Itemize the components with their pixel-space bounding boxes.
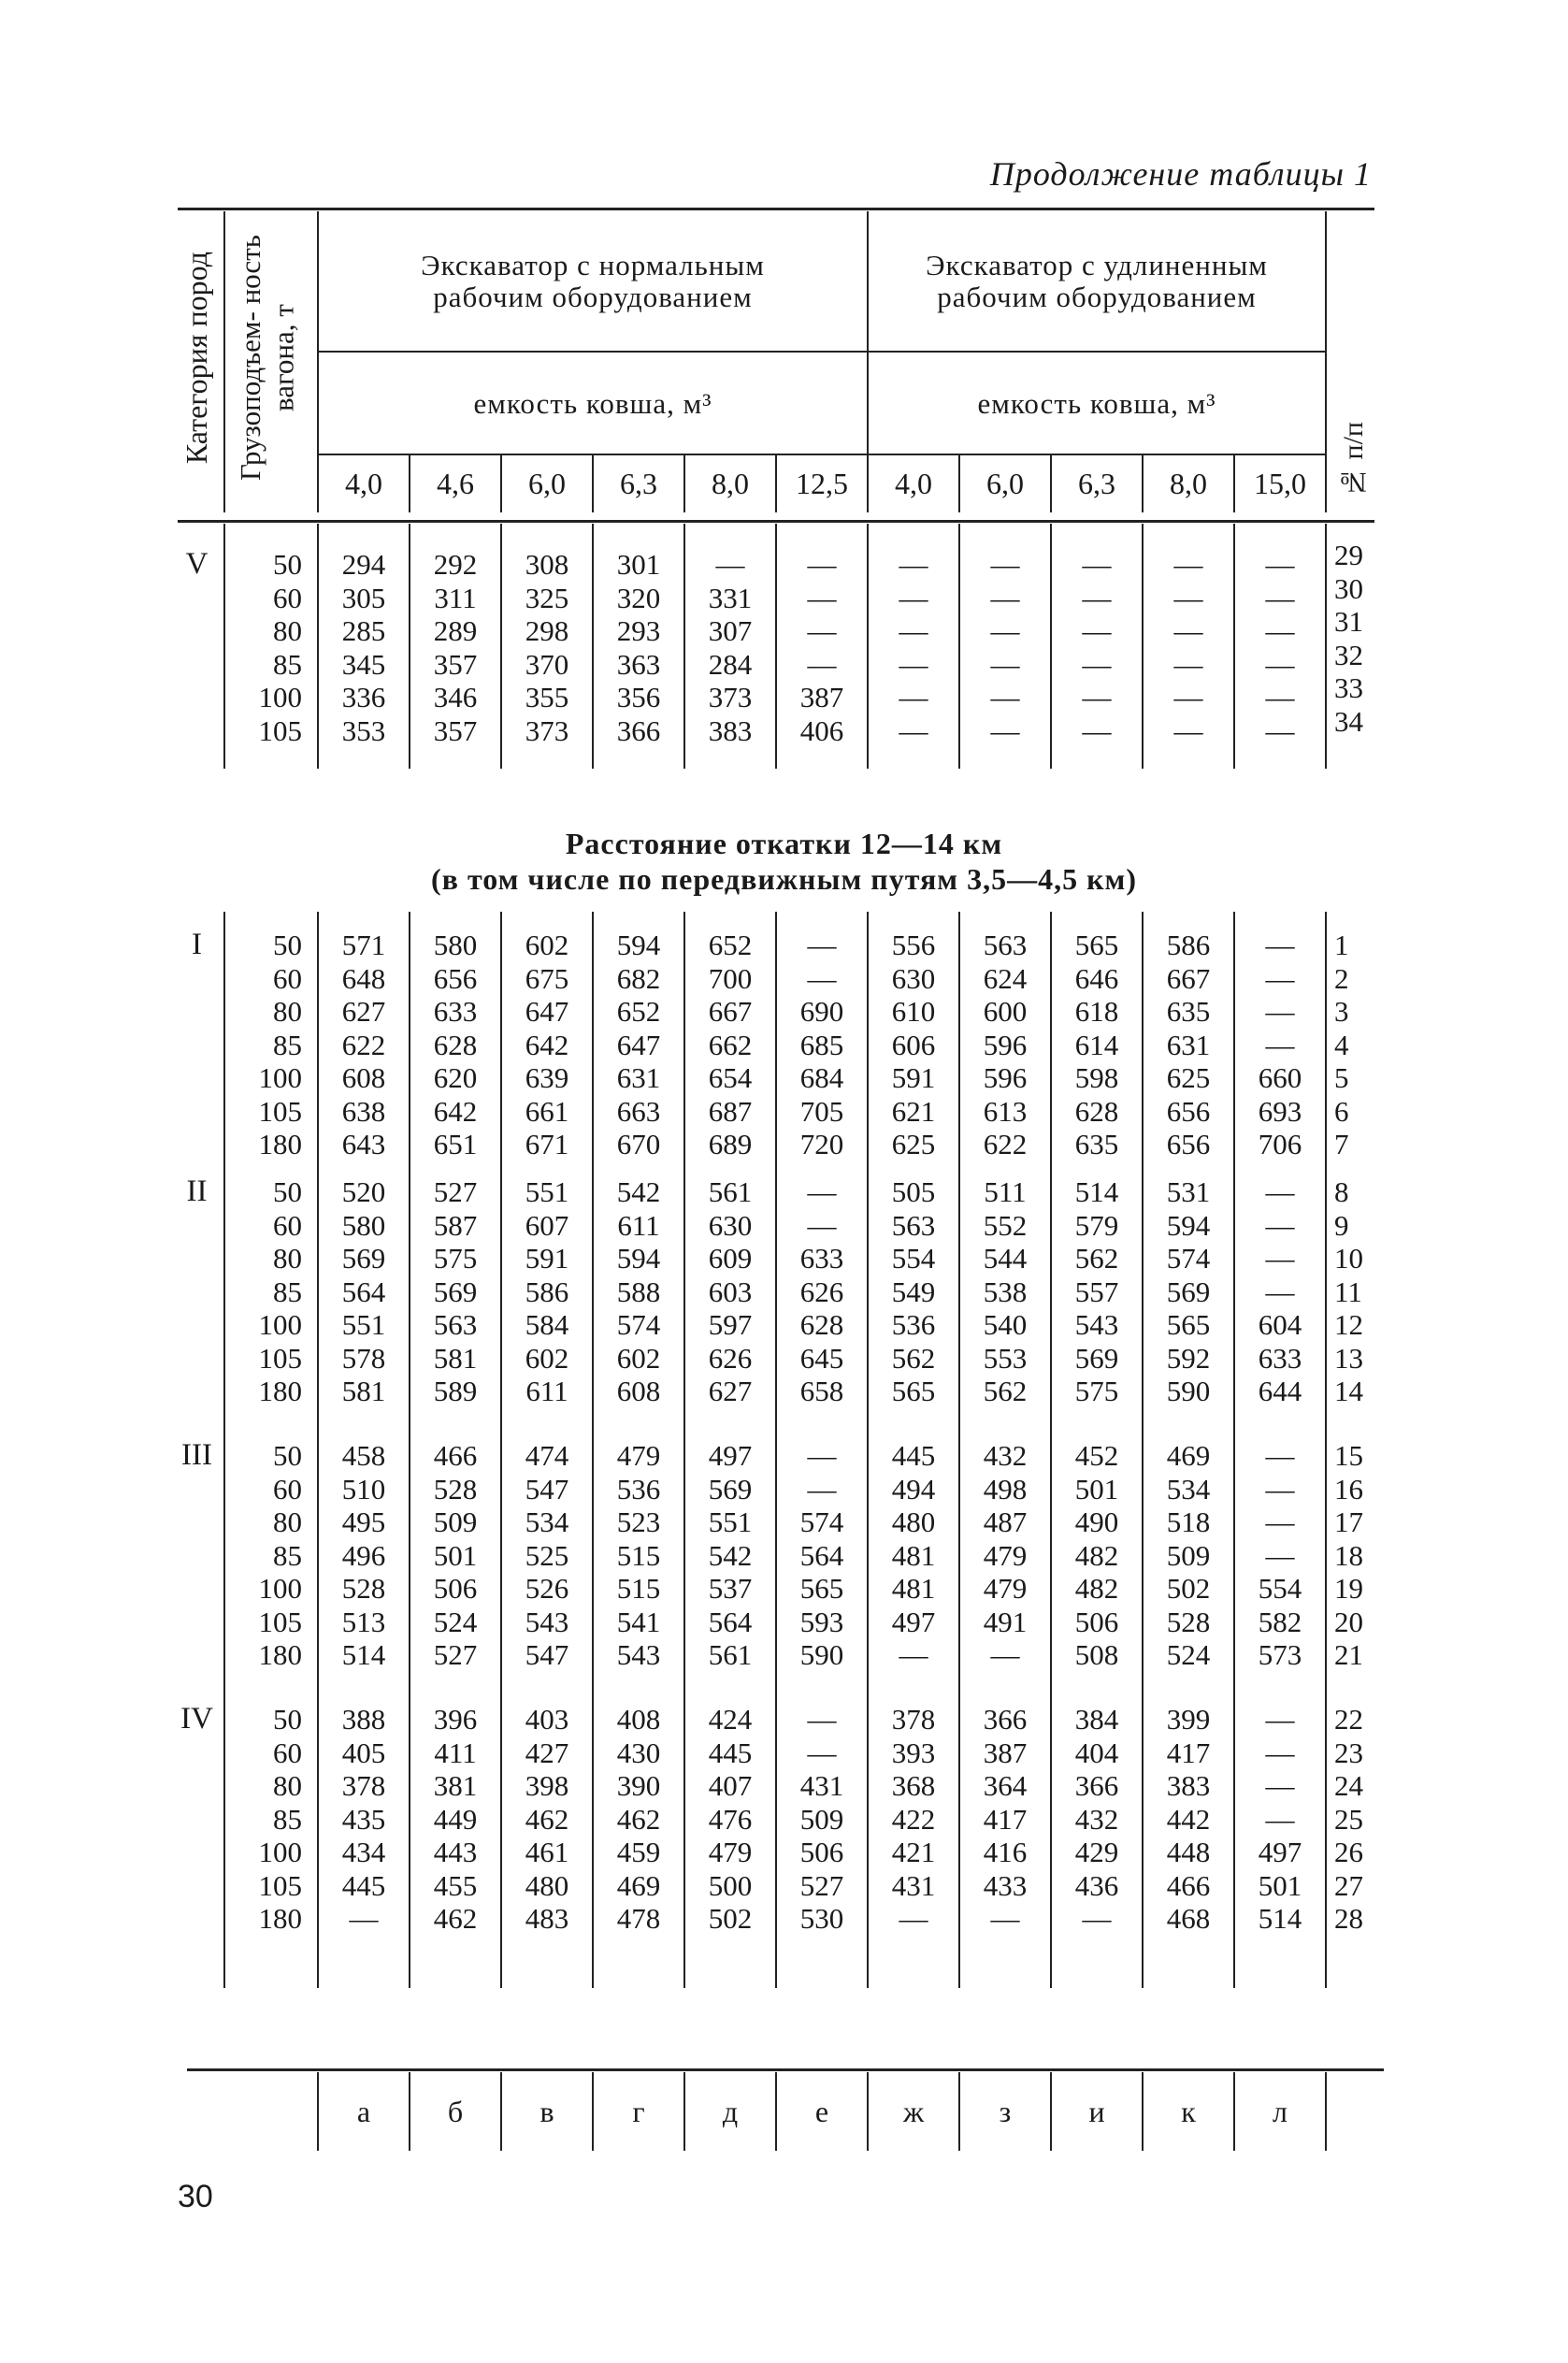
- value-cell: 301 320 293 363 356 366: [593, 524, 684, 769]
- cap-normal: 8,0: [684, 454, 776, 512]
- category-block-row: [170, 1439, 1381, 1703]
- value-cell: 458 510 495 496 528 513 514: [318, 1439, 410, 1703]
- category-block-row: [170, 1175, 1381, 1439]
- value-cell: — — 633 626 628 645 658: [776, 1175, 868, 1439]
- value-cell: 520 580 569 564 551 578 581: [318, 1175, 410, 1439]
- value-cell: 580 656 633 628 620 642 651: [410, 912, 501, 1175]
- letters-end: [1326, 2072, 1381, 2151]
- value-cell: — — — — 660 693 706: [1234, 912, 1326, 1175]
- column-letter: а: [318, 2072, 410, 2151]
- value-cell: 366 387 364 417 416 433 —: [959, 1703, 1051, 1988]
- section-main-table: [170, 912, 1381, 1988]
- value-cell: — — 690 685 684 705 720: [776, 912, 868, 1175]
- value-cell: 497 569 551 542 537 564 561: [684, 1439, 776, 1703]
- value-cell: 432 498 487 479 479 491 —: [959, 1439, 1051, 1703]
- value-cell: 424 445 407 476 479 500 502: [684, 1703, 776, 1988]
- value-cell: 556 630 610 606 591 621 625: [868, 912, 959, 1175]
- value-cell: 378 393 368 422 421 431 —: [868, 1703, 959, 1988]
- table-header: [170, 211, 1381, 512]
- value-cell: — — 574 564 565 593 590: [776, 1439, 868, 1703]
- value-cell: 594 682 652 647 631 663 670: [593, 912, 684, 1175]
- category-cell: V: [185, 547, 209, 581]
- section-v-table: [170, 524, 1381, 769]
- normal-bucket-header: емкость ковша, м³: [318, 352, 868, 454]
- cap-normal: 4,0: [318, 454, 410, 512]
- value-cell: 652 700 667 662 654 687 689: [684, 912, 776, 1175]
- value-cell: 563 624 600 596 596 613 622: [959, 912, 1051, 1175]
- value-cell: 403 427 398 462 461 480 483: [501, 1703, 593, 1988]
- top-rule: [178, 208, 1374, 210]
- value-cell: 384 404 366 432 429 436 —: [1051, 1703, 1143, 1988]
- header-bottom-rule: [178, 520, 1374, 523]
- category-cell: IV: [180, 1702, 213, 1736]
- capacity-header: Грузоподъем- ность вагона, т: [224, 211, 318, 512]
- normal-group-header: Экскаватор с нормальным рабочим оборудованием: [318, 211, 868, 352]
- value-cell: 527 587 575 569 563 581 589: [410, 1175, 501, 1439]
- value-cell: 514 579 562 557 543 569 575: [1051, 1175, 1143, 1439]
- wagon-capacity-cell: 50 60 80 85 100 105 180: [224, 1175, 318, 1439]
- section-subtitle-line2: (в том числе по передвижным путям 3,5—4,5 км): [431, 862, 1137, 896]
- cap-extended: 6,0: [959, 454, 1051, 512]
- value-cell: — 331 307 284 373 383: [684, 524, 776, 769]
- value-cell: 466 528 509 501 506 524 527: [410, 1439, 501, 1703]
- cap-normal: 6,3: [593, 454, 684, 512]
- value-cell: 469 534 518 509 502 528 524: [1143, 1439, 1234, 1703]
- value-cell: 308 325 298 370 355 373: [501, 524, 593, 769]
- value-cell: — — — — 554 582 573: [1234, 1439, 1326, 1703]
- wagon-capacity-cell: 50 60 80 85 100 105: [224, 524, 318, 769]
- cap-extended: 4,0: [868, 454, 959, 512]
- value-cell: 479 536 523 515 515 541 543: [593, 1439, 684, 1703]
- value-cell: — — — — — —: [868, 524, 959, 769]
- column-letter-row: [170, 2072, 1381, 2151]
- column-letter: к: [1143, 2072, 1234, 2151]
- row-number-cell: 29 30 31 32 33 34: [1326, 524, 1381, 769]
- value-cell: 474 547 534 525 526 543 547: [501, 1439, 593, 1703]
- row-number-cell: 1 2 3 4 5 6 7: [1326, 912, 1381, 1175]
- cap-normal: 4,6: [410, 454, 501, 512]
- row-number-cell: 8 9 10 11 12 13 14: [1326, 1175, 1381, 1439]
- column-letter: л: [1234, 2072, 1326, 2151]
- page-number: 30: [178, 2179, 213, 2214]
- value-cell: 452 501 490 482 482 506 508: [1051, 1439, 1143, 1703]
- value-cell: 565 646 618 614 598 628 635: [1051, 912, 1143, 1175]
- wagon-capacity-cell: 50 60 80 85 100 105 180: [224, 1703, 318, 1988]
- section-subtitle-line1: Расстояние откатки 12—14 км: [565, 827, 1003, 860]
- column-letter: г: [593, 2072, 684, 2151]
- value-cell: 505 563 554 549 536 562 565: [868, 1175, 959, 1439]
- letters-blank: [224, 2072, 318, 2151]
- value-cell: — — — — 497 501 514: [1234, 1703, 1326, 1988]
- category-block-row: [170, 912, 1381, 1175]
- column-letter: д: [684, 2072, 776, 2151]
- value-cell: 561 630 609 603 597 626 627: [684, 1175, 776, 1439]
- column-letter: и: [1051, 2072, 1143, 2151]
- value-cell: — — — — — —: [1051, 524, 1143, 769]
- value-cell: — — — — 387 406: [776, 524, 868, 769]
- value-cell: — — — — 604 633 644: [1234, 1175, 1326, 1439]
- category-block-row: [170, 1703, 1381, 1988]
- column-letter: в: [501, 2072, 593, 2151]
- value-cell: 396 411 381 449 443 455 462: [410, 1703, 501, 1988]
- bottom-rule: [187, 2068, 1384, 2071]
- value-cell: 571 648 627 622 608 638 643: [318, 912, 410, 1175]
- column-letter: б: [410, 2072, 501, 2151]
- value-cell: — — — — — —: [1143, 524, 1234, 769]
- row-number-cell: 22 23 24 25 26 27 28: [1326, 1703, 1381, 1988]
- column-letter: з: [959, 2072, 1051, 2151]
- value-cell: 551 607 591 586 584 602 611: [501, 1175, 593, 1439]
- cap-extended: 6,3: [1051, 454, 1143, 512]
- value-cell: 531 594 574 569 565 592 590: [1143, 1175, 1234, 1439]
- value-cell: — — 431 509 506 527 530: [776, 1703, 868, 1988]
- value-cell: 602 675 647 642 639 661 671: [501, 912, 593, 1175]
- value-cell: 542 611 594 588 574 602 608: [593, 1175, 684, 1439]
- value-cell: 399 417 383 442 448 466 468: [1143, 1703, 1234, 1988]
- value-cell: 294 305 285 345 336 353: [318, 524, 410, 769]
- value-cell: 586 667 635 631 625 656 656: [1143, 912, 1234, 1175]
- category-cell: II: [186, 1174, 208, 1208]
- wagon-capacity-cell: 50 60 80 85 100 105 180: [224, 912, 318, 1175]
- column-letter: е: [776, 2072, 868, 2151]
- column-letter: ж: [868, 2072, 959, 2151]
- extended-bucket-header: емкость ковша, м³: [868, 352, 1326, 454]
- value-cell: — — — — — —: [959, 524, 1051, 769]
- extended-group-header: Экскаватор с удлиненным рабочим оборудованием: [868, 211, 1326, 352]
- value-cell: 511 552 544 538 540 553 562: [959, 1175, 1051, 1439]
- letters-blank: [170, 2072, 224, 2151]
- value-cell: 292 311 289 357 346 357: [410, 524, 501, 769]
- row-number-cell: 15 16 17 18 19 20 21: [1326, 1439, 1381, 1703]
- value-cell: 388 405 378 435 434 445 —: [318, 1703, 410, 1988]
- category-cell: I: [192, 928, 202, 961]
- cap-normal: 12,5: [776, 454, 868, 512]
- value-cell: — — — — — —: [1234, 524, 1326, 769]
- value-cell: 445 494 480 481 481 497 —: [868, 1439, 959, 1703]
- cap-extended: 15,0: [1234, 454, 1326, 512]
- row-number-header: № п/п: [1326, 211, 1381, 512]
- category-cell: III: [181, 1438, 212, 1472]
- value-cell: 408 430 390 462 459 469 478: [593, 1703, 684, 1988]
- cap-extended: 8,0: [1143, 454, 1234, 512]
- category-header: Категория пород: [180, 252, 214, 465]
- wagon-capacity-cell: 50 60 80 85 100 105 180: [224, 1439, 318, 1703]
- cap-normal: 6,0: [501, 454, 593, 512]
- continuation-caption: Продолжение таблицы 1: [989, 155, 1372, 193]
